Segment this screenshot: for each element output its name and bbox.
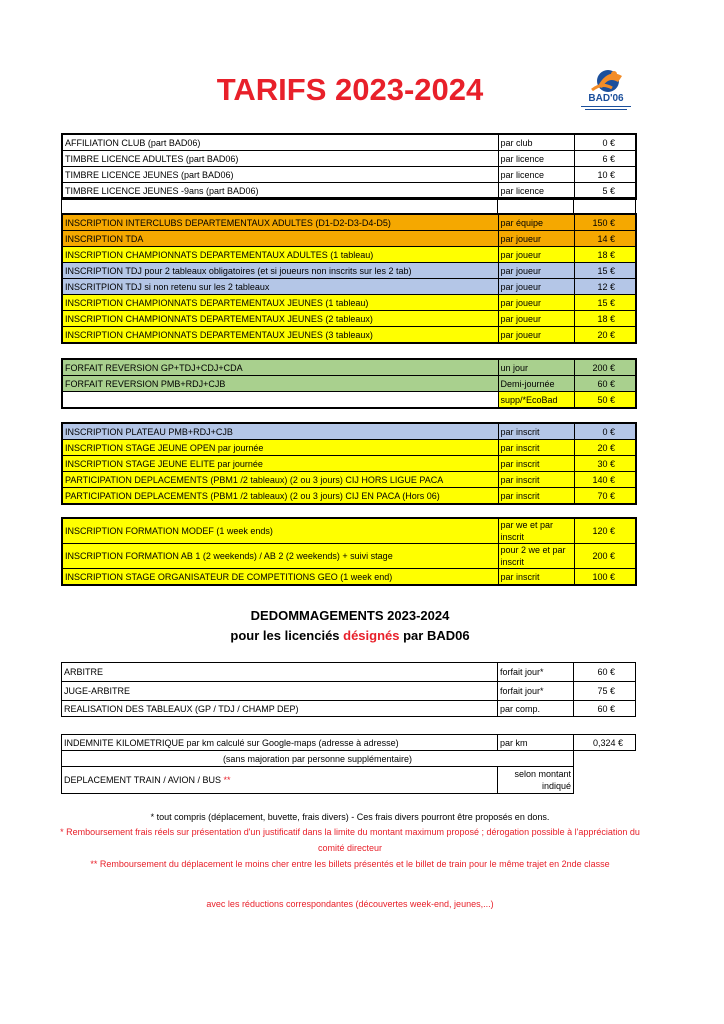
row-price: 20 € [574,327,636,344]
row-label: FORFAIT REVERSION PMB+RDJ+CJB [62,376,498,392]
row-price: 14 € [574,231,636,247]
km-note: (sans majoration par personne supplémentaire) [62,751,574,767]
row-price: 0 € [574,423,636,440]
table-row [62,663,636,682]
row-unit: par inscrit [498,423,574,440]
row-price: 60 € [574,663,636,682]
row-unit: par inscrit [498,488,574,505]
row-label: INSCRIPTION FORMATION AB 1 (2 weekends) / AB 2 (2 weekends) + suivi stage [62,544,498,569]
row-price: 15 € [574,263,636,279]
row-price: 75 € [574,682,636,701]
train-text: DEPLACEMENT TRAIN / AVION / BUS [64,775,224,785]
row-price: 5 € [574,183,636,200]
row-price: 30 € [574,456,636,472]
row-label [62,392,498,409]
row-label: TIMBRE LICENCE JEUNES (part BAD06) [62,167,498,183]
row-label: INSCRIPTION TDJ pour 2 tableaux obligatoires (et si joueurs non inscrits sur les 2 tab) [62,263,498,279]
empty-cell [574,751,636,767]
row-price: 200 € [574,359,636,376]
row-unit: pour 2 we et par inscrit [498,544,574,569]
row-label: JUGE-ARBITRE [62,682,498,701]
table-row [62,263,636,279]
row-unit: par équipe [498,214,574,231]
row-label: INSCRIPTION CHAMPIONNATS DEPARTEMENTAUX JEUNES (1 tableau) [62,295,498,311]
table-row [62,359,636,376]
row-price: 60 € [574,701,636,717]
table-row [62,311,636,327]
row-unit: forfait jour* [498,682,574,701]
row-unit: par joueur [498,327,574,344]
logo-subtitle [581,106,631,112]
row-unit: par inscrit [498,456,574,472]
row-unit: Demi-journée [498,376,574,392]
spacer-cell [62,198,498,214]
row-price: 18 € [574,247,636,263]
subtitle-highlight: désignés [343,628,400,643]
row-unit: par joueur [498,295,574,311]
table-row [62,569,636,586]
row-price: 100 € [574,569,636,586]
dedommagements-title: DEDOMMAGEMENTS 2023-2024 [250,608,450,623]
table-arbitrage [61,662,636,717]
table-spacer [61,197,636,214]
km-unit: par km [498,735,574,751]
row-price: 120 € [574,518,636,544]
table-forfait-reversion [61,358,637,409]
row-unit: par licence [498,183,574,200]
footnote-1: * tout compris (déplacement, buvette, frais divers) - Ces frais divers pourront être proposés en dons. [150,812,550,822]
row-unit: par comp. [498,701,574,717]
table-row [62,440,636,456]
row-label: INSCRIPTION STAGE JEUNE OPEN par journée [62,440,498,456]
row-unit: supp/*EcoBad [498,392,574,409]
row-unit: par inscrit [498,569,574,586]
row-label: INSCRIPTION CHAMPIONNATS DEPARTEMENTAUX JEUNES (2 tableaux) [62,311,498,327]
row-unit: par joueur [498,247,574,263]
row-unit: un jour [498,359,574,376]
row-label: TIMBRE LICENCE ADULTES (part BAD06) [62,151,498,167]
footnote-3: ** Remboursement du déplacement le moins cher entre les billets présentés et le billet de train pour le même trajet en 2nde classe [90,859,610,869]
dedommagements-subtitle [0,628,700,643]
table-row [62,472,636,488]
train-label [62,767,498,794]
table-indemnites [61,734,636,794]
row-unit: par inscrit [498,440,574,456]
table-row [62,231,636,247]
table-row [62,295,636,311]
table-row [62,423,636,440]
row-label: PARTICIPATION DEPLACEMENTS (PBM1 /2 tableaux) (2 ou 3 jours) CIJ EN PACA (Hors 06) [62,488,498,505]
spacer-cell [498,198,574,214]
row-label: PARTICIPATION DEPLACEMENTS (PBM1 /2 tableaux) (2 ou 3 jours) CIJ HORS LIGUE PACA [62,472,498,488]
table-row [62,682,636,701]
row-unit: par club [498,134,574,151]
row-unit: par joueur [498,231,574,247]
train-unit: selon montant indiqué [498,767,574,794]
row-price: 50 € [574,392,636,409]
row-label: INSCRIPTION CHAMPIONNATS DEPARTEMENTAUX ADULTES (1 tableau) [62,247,498,263]
table-row [62,392,636,409]
row-label: TIMBRE LICENCE JEUNES -9ans (part BAD06) [62,183,498,200]
row-label: FORFAIT REVERSION GP+TDJ+CDJ+CDA [62,359,498,376]
row-unit: par joueur [498,263,574,279]
footnote-4: avec les réductions correspondantes (découvertes week-end, jeunes,...) [206,899,494,909]
subtitle-part: par BAD06 [399,628,470,643]
row-unit: par joueur [498,279,574,295]
spacer-cell [574,198,636,214]
row-unit: par inscrit [498,472,574,488]
table-row [62,279,636,295]
table-row [62,151,636,167]
row-unit: par we et par inscrit [498,518,574,544]
km-price: 0,324 € [574,735,636,751]
row-price: 10 € [574,167,636,183]
page-title: TARIFS 2023-2024 [216,72,484,107]
row-price: 0 € [574,134,636,151]
table-formations [61,517,637,586]
train-stars: ** [223,775,231,785]
table-row [62,488,636,505]
row-price: 140 € [574,472,636,488]
row-label: REALISATION DES TABLEAUX (GP / TDJ / CHAMP DEP) [62,701,498,717]
table-row [62,456,636,472]
row-label: INSCRIPTION PLATEAU PMB+RDJ+CJB [62,423,498,440]
km-label: INDEMNITE KILOMETRIQUE par km calculé sur Google-maps (adresse à adresse) [62,735,498,751]
footnote-2: * Remboursement frais réels sur présentation d'un justificatif dans la limite du montant maximum proposé ; dérogation possible à l'appréciation du comité directeur [60,827,640,853]
row-label: AFFILIATION CLUB (part BAD06) [62,134,498,151]
table-row [62,544,636,569]
table-row [62,518,636,544]
subtitle-part: pour les licenciés [230,628,344,643]
table-row [62,214,636,231]
table-row [62,701,636,717]
table-row [62,327,636,344]
row-label: INSCRIPTION STAGE JEUNE ELITE par journée [62,456,498,472]
row-label: INSCRIPTION INTERCLUBS DEPARTEMENTAUX ADULTES (D1-D2-D3-D4-D5) [62,214,498,231]
row-price: 12 € [574,279,636,295]
row-label: INSCRIPTION FORMATION MODEF (1 week ends) [62,518,498,544]
bad06-logo [578,68,634,120]
row-price: 60 € [574,376,636,392]
row-unit: forfait jour* [498,663,574,682]
row-label: INSCRIPTION STAGE ORGANISATEUR DE COMPETITIONS GEO (1 week end) [62,569,498,586]
row-price: 6 € [574,151,636,167]
row-price: 70 € [574,488,636,505]
row-label: INSCRIPTION CHAMPIONNATS DEPARTEMENTAUX JEUNES (3 tableaux) [62,327,498,344]
logo-wordmark: BAD'06 [588,93,624,104]
logo-subtitle-lines [581,106,631,111]
row-label: INSCRITPION TDJ si non retenu sur les 2 tableaux [62,279,498,295]
row-price: 150 € [574,214,636,231]
row-price: 15 € [574,295,636,311]
row-price: 200 € [574,544,636,569]
row-unit: par licence [498,151,574,167]
table-affiliation [61,133,637,200]
row-label: ARBITRE [62,663,498,682]
table-row [62,247,636,263]
row-unit: par joueur [498,311,574,327]
table-inscriptions [61,213,637,344]
table-stages [61,422,637,505]
row-label: INSCRIPTION TDA [62,231,498,247]
table-row [62,167,636,183]
row-unit: par licence [498,167,574,183]
table-row [62,376,636,392]
empty-cell [574,767,636,794]
row-price: 18 € [574,311,636,327]
row-price: 20 € [574,440,636,456]
table-row [62,134,636,151]
